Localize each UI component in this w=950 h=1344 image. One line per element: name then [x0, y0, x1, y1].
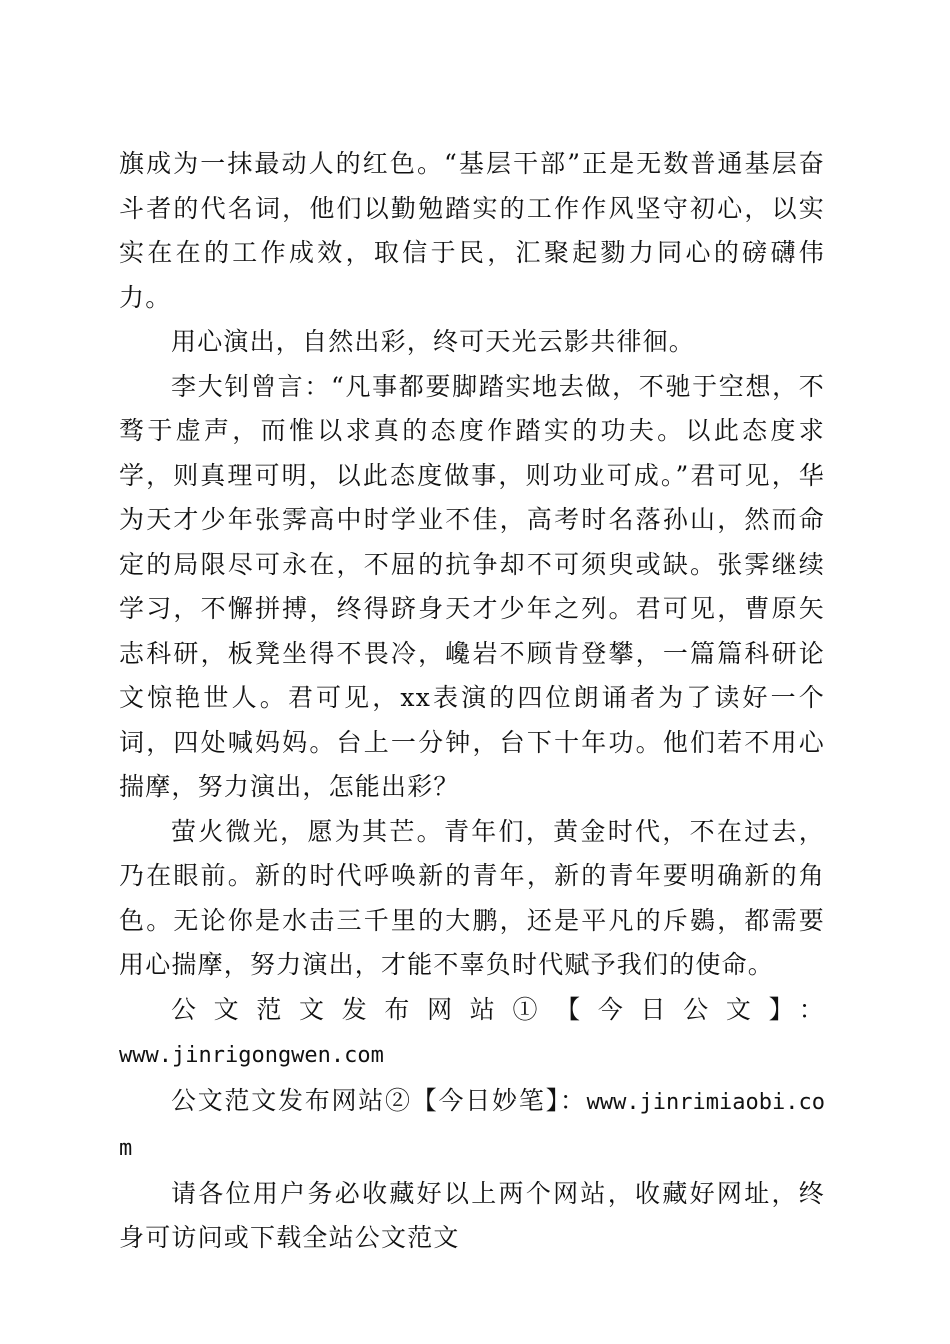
document-body: [119, 142, 825, 1261]
site1-url-text: www.jinrigongwen.com: [119, 1043, 384, 1068]
paragraph-continuation: 旗成为一抹最动人的红色。“基层干部”正是无数普通基层奋斗者的代名词，他们以勤勉踏实的工作作风坚守初心，以实实在在的工作成效，取信于民，汇聚起勠力同心的磅礴伟力。: [119, 149, 825, 312]
site1-label: 公文范文发布网站①【今日公文】：: [171, 994, 825, 1024]
paragraph-conclusion: 萤火微光，愿为其芒。青年们，黄金时代，不在过去，乃在眼前。新的时代呼唤新的青年，新的青年要明确新的角色。无论你是水击三千里的大鹏，还是平凡的斥鷃，都需要用心揣摩，努力演出，才能不辜负时代赋予我们的使命。: [119, 816, 825, 979]
site1-url: [119, 1032, 825, 1079]
site2-label: 公文范文发布网站②【今日妙笔】：: [171, 1085, 587, 1115]
site2-url-text: www.jinrimiaobi.com: [119, 1089, 825, 1161]
paragraph-examples: 李大钊曾言：“凡事都要脚踏实地去做，不驰于空想，不骛于虚声，而惟以求真的态度作踏实的功夫。以此态度求学，则真理可明，以此态度做事，则功业可成。”君可见，华为天才少年张霁高中时学业不佳，高考时名落孙山，然而命定的局限尽可永在，不屈的抗争却不可须臾或缺。张霁继续学习，不懈拼搏，终得跻身天才少年之列。君可见，曹原矢志科研，板凳坐得不畏冷，巉岩不顾肯登攀，一篇篇科研论文惊艳世人。君可见，xx表演的四位朗诵者为了读好一个词，四处喊妈妈。台上一分钟，台下十年功。他们若不用心揣摩，努力演出，怎能出彩？: [119, 371, 825, 801]
notice-paragraph: 请各位用户务必收藏好以上两个网站，收藏好网址，终身可访问或下载全站公文范文: [119, 1178, 825, 1252]
site2-line: [119, 1079, 825, 1172]
paragraph-thesis: 用心演出，自然出彩，终可天光云影共徘徊。: [171, 327, 696, 356]
